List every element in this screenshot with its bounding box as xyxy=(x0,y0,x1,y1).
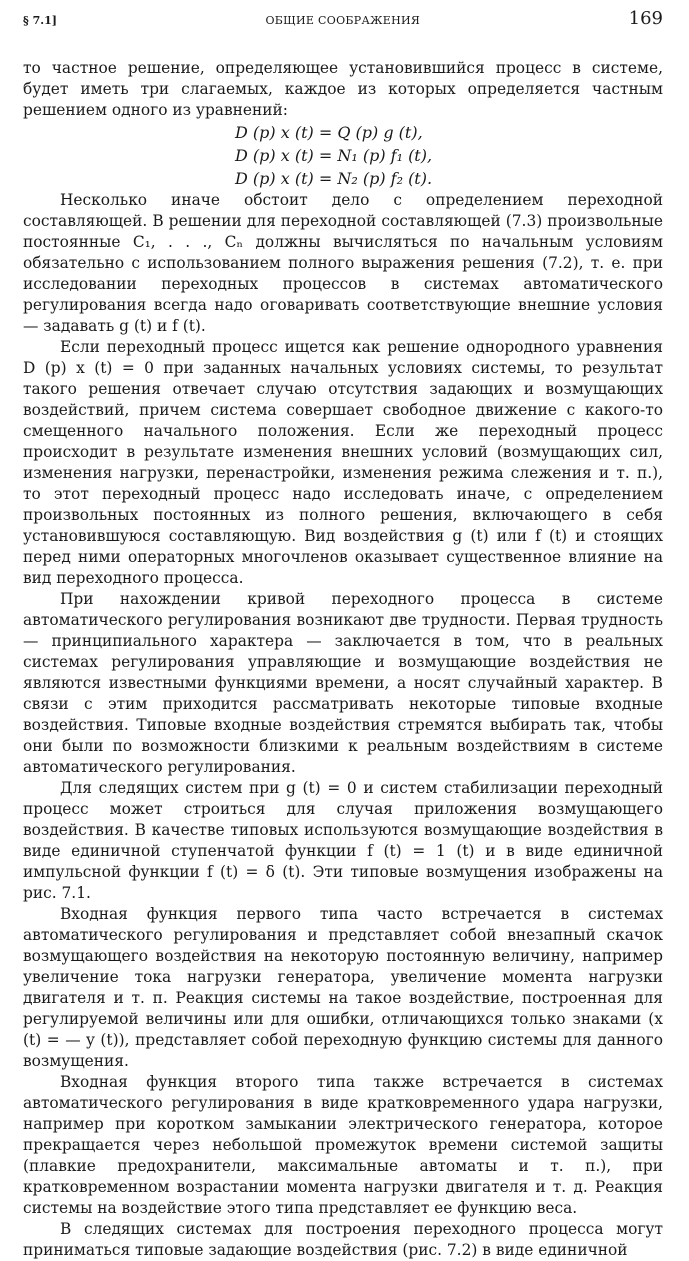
section-ref: § 7.1] xyxy=(23,14,57,27)
page-number: 169 xyxy=(628,8,663,29)
paragraph: Входная функция первого типа часто встречается в системах автоматического регулирования и представляет собой внезапный скачок возмущающего воздействия на некоторую постоянную величину, например увеличение тока нагрузки генератора, увеличение момента нагрузки двигателя и т. п. Реакция системы на такое воздействие, построенная для регулируемой величины или для ошибки, отличающихся только знаками (x (t) = — y (t)), представляет собой переходную функцию системы для данного возмущения. xyxy=(23,905,663,1070)
equation: D (p) x (t) = Q (p) g (t), xyxy=(235,123,423,142)
paragraph: Несколько иначе обстоит дело с определением переходной составляющей. В решении для переходной составляющей (7.3) произвольные постоянные C₁, . . ., Cₙ должны вычисляться по начальным условиям обязательно с использованием полного выражения решения (7.2), т. е. при исследовании переходных процессов в системах автоматического регулирования всегда надо оговаривать соответствующие внешние условия — задавать g (t) и f (t). xyxy=(23,191,663,335)
equation: D (p) x (t) = N₁ (p) f₁ (t), xyxy=(235,146,433,165)
paragraph: то частное решение, определяющее установившийся процесс в системе, будет иметь три слагаемых, каждое из которых определяется частным решением одного из уравнений: xyxy=(23,59,663,119)
equation: D (p) x (t) = N₂ (p) f₂ (t). xyxy=(235,169,433,188)
paragraph: Если переходный процесс ищется как решение однородного уравнения D (p) x (t) = 0 при заданных начальных условиях системы, то результат такого решения отвечает случаю отсутствия задающих и возмущающих воздействий, причем система совершает свободное движение с какого-то смещенного начального положения. Если же переходный процесс происходит в результате изменения внешних условий (возмущающих сил, изменения нагрузки, перенастройки, изменения режима слежения и т. п.), то этот переходный процесс надо исследовать иначе, с определением произвольных постоянных из полного решения, включающего в себя установившуюся составляющую. Вид воздействия g (t) или f (t) и стоящих перед ними операторных многочленов оказывает существенное влияние на вид переходного процесса. xyxy=(23,338,663,587)
paragraph: При нахождении кривой переходного процесса в системе автоматического регулирования возникают две трудности. Первая трудность — принципиального характера — заключается в том, что в реальных системах регулирования управляющие и возмущающие воздействия не являются известными функциями времени, а носят случайный характер. В связи с этим приходится рассматривать некоторые типовые входные воздействия. Типовые входные воздействия стремятся выбирать так, чтобы они были по возможности близкими к реальным воздействиям в системе автоматического регулирования. xyxy=(23,590,663,776)
paragraph: В следящих системах для построения переходного процесса могут приниматься типовые задающие воздействия (рис. 7.2) в виде единичной xyxy=(23,1220,663,1259)
running-title: ОБЩИЕ СООБРАЖЕНИЯ xyxy=(265,14,421,27)
paragraph: Для следящих систем при g (t) = 0 и систем стабилизации переходный процесс может строиться для случая приложения возмущающего воздействия. В качестве типовых используются возмущающие воздействия в виде единичной ступенчатой функции f (t) = 1 (t) и в виде единичной импульсной функции f (t) = δ (t). Эти типовые возмущения изображены на рис. 7.1. xyxy=(23,779,663,902)
page-header xyxy=(23,8,663,36)
body-text xyxy=(23,58,663,1261)
paragraph: Входная функция второго типа также встречается в системах автоматического регулирования в виде кратковременного удара нагрузки, например при коротком замыкании электрического генератора, которое прекращается через небольшой промежуток времени системой защиты (плавкие предохранители, максимальные автоматы и т. п.), при кратковременном возрастании момента нагрузки двигателя и т. д. Реакция системы на воздействие этого типа представляет ее функцию веса. xyxy=(23,1073,663,1217)
